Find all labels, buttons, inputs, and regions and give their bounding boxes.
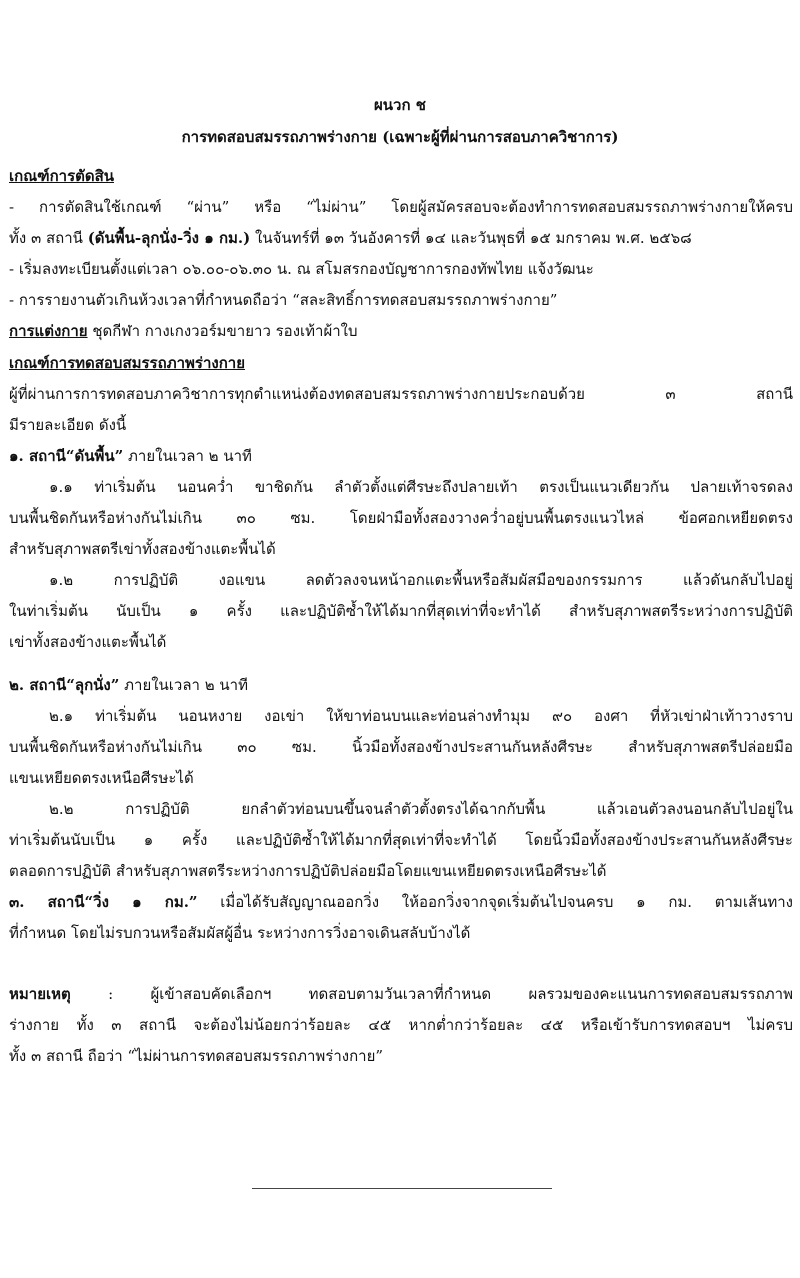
station-3-line-2: ที่กำหนด โดยไม่รบกวนหรือสัมผัสผู้อื่น ระหว่างการวิ่งอาจเดินสลับบ้างได้ <box>9 924 471 942</box>
s2-1-line-1: ๒.๑ ท่าเริ่มต้น นอนหงาย งอเข่า ให้ขาท่อนบนและท่อนล่างทำมุม ๙๐ องศา ที่หัวเข่าฝ่าเท้าวางราบ <box>49 707 793 725</box>
station-1-name: ๑. สถานี“ดันพื้น” <box>9 447 124 465</box>
s1-2-line-2: ในท่าเริ่มต้น นับเป็น ๑ ครั้ง และปฏิบัติซ้ำให้ได้มากที่สุดเท่าที่จะทำได้ สำหรับสุภาพสตรีระหว่างการปฏิบัติ <box>9 602 793 620</box>
station-3-line-1 <box>9 890 793 914</box>
dress-text: ชุดกีฬา กางเกงวอร์มขายาว รองเท้าผ้าใบ <box>87 322 358 340</box>
document-subtitle: การทดสอบสมรรถภาพร่างกาย (เฉพาะผู้ที่ผ่านการสอบภาควิชาการ) <box>181 128 619 146</box>
decision-line-3: - เริ่มลงทะเบียนตั้งแต่เวลา ๐๖.๐๐-๐๖.๓๐ น. ณ สโมสรกองบัญชาการกองทัพไทย แจ้งวัฒนะ <box>9 260 594 278</box>
s1-2-line-3: เข่าทั้งสองข้างแตะพื้นได้ <box>9 633 167 651</box>
note-text-1: : ผู้เข้าสอบคัดเลือกฯ ทดสอบตามวันเวลาที่กำหนด ผลรวมของคะแนนการทดสอบสมรรถภาพ <box>70 985 793 1003</box>
station-2-time: ภายในเวลา ๒ นาที <box>119 676 248 694</box>
s1-2-line-1: ๑.๒ การปฏิบัติ งอแขน ลดตัวลงจนหน้าอกแตะพื้นหรือสัมผัสมือของกรรมการ แล้วดันกลับไปอยู่ <box>49 571 793 589</box>
station-2-name: ๒. สถานี“ลุกนั่ง” <box>9 676 120 694</box>
criteria-heading <box>9 351 245 375</box>
decision-heading-text: เกณฑ์การตัดสิน <box>9 167 115 185</box>
criteria-line-1: ผู้ที่ผ่านการการทดสอบภาควิชาการทุกตำแหน่งต้องทดสอบสมรรถภาพร่างกายประกอบด้วย ๓ สถานี <box>9 385 793 403</box>
decision-line-1: - การตัดสินใช้เกณฑ์ “ผ่าน” หรือ “ไม่ผ่าน” โดยผู้สมัครสอบจะต้องทำการทดสอบสมรรถภาพร่างกายให้ครบ <box>9 198 793 216</box>
note-line-3: ทั้ง ๓ สถานี ถือว่า “ไม่ผ่านการทดสอบสมรรถภาพร่างกาย” <box>9 1047 384 1065</box>
s2-2-line-2: ท่าเริ่มต้นนับเป็น ๑ ครั้ง และปฏิบัติซ้ำให้ได้มากที่สุดเท่าที่จะทำได้ โดยนิ้วมือทั้งสองข้างประสานกันหลังศีรษะ <box>9 831 793 849</box>
dress-heading: การแต่งกาย <box>9 322 88 340</box>
s1-1-line-2: บนพื้นชิดกันหรือห่างกันไม่เกิน ๓๐ ซม. โดยฝ่ามือทั้งสองวางคว่ำอยู่บนพื้นตรงแนวไหล่ ข้อศอกเหยียดตรง <box>9 509 793 527</box>
s1-1-line-3: สำหรับสุภาพสตรีเข่าทั้งสองข้างแตะพื้นได้ <box>9 540 276 558</box>
decision-line-2 <box>9 226 793 250</box>
note-line-1 <box>9 982 793 1006</box>
decision-line-2-a: ทั้ง ๓ สถานี <box>9 229 88 247</box>
station-1-heading <box>9 444 252 468</box>
decision-line-4: - การรายงานตัวเกินห้วงเวลาที่กำหนดถือว่า “สละสิทธิ์การทดสอบสมรรถภาพร่างกาย” <box>9 291 558 309</box>
station-3-name: ๓. สถานี“วิ่ง ๑ กม.” <box>9 893 198 911</box>
decision-line-2-stations: (ดันพื้น-ลุกนั่ง-วิ่ง ๑ กม.) <box>87 229 251 247</box>
note-line-2: ร่างกาย ทั้ง ๓ สถานี จะต้องไม่น้อยกว่าร้อยละ ๔๕ หากต่ำกว่าร้อยละ ๔๕ หรือเข้ารับการทดสอบฯ ไม่ครบ <box>9 1016 793 1034</box>
station-2-heading <box>9 673 248 697</box>
note-label: หมายเหตุ <box>9 985 71 1003</box>
criteria-line-2: มีรายละเอียด ดังนี้ <box>9 416 127 434</box>
s1-1-line-1: ๑.๑ ท่าเริ่มต้น นอนคว่ำ ขาชิดกัน ลำตัวตั้งแต่ศีรษะถึงปลายเท้า ตรงเป็นแนวเดียวกัน ปลายเท้าจรดลง <box>49 478 793 496</box>
station-3-text: เมื่อได้รับสัญญาณออกวิ่ง ให้ออกวิ่งจากจุดเริ่มต้นไปจนครบ ๑ กม. ตามเส้นทาง <box>197 893 793 911</box>
criteria-heading-text: เกณฑ์การทดสอบสมรรถภาพร่างกาย <box>9 354 245 372</box>
s2-1-line-3: แขนเหยียดตรงเหนือศีรษะได้ <box>9 769 194 787</box>
s2-2-line-3: ตลอดการปฏิบัติ สำหรับสุภาพสตรีระหว่างการปฏิบัติปล่อยมือโดยแขนเหยียดตรงเหนือศีรษะได้ <box>9 862 607 880</box>
s2-2-line-1: ๒.๒ การปฏิบัติ ยกลำตัวท่อนบนขึ้นจนลำตัวตั้งตรงได้ฉากกับพื้น แล้วเอนตัวลงนอนกลับไปอยู่ใน <box>49 800 793 818</box>
decision-line-2-dates: ในจันทร์ที่ ๑๓ วันอังคารที่ ๑๔ และวันพุธที่ ๑๕ มกราคม พ.ศ. ๒๕๖๘ <box>250 229 692 247</box>
s2-1-line-2: บนพื้นชิดกันหรือห่างกันไม่เกิน ๓๐ ซม. นิ้วมือทั้งสองข้างประสานกันหลังศีรษะ สำหรับสุภาพสตรีปล่อยมือ <box>9 738 793 756</box>
appendix-title: ผนวก ช <box>374 96 426 114</box>
footer-divider <box>252 1188 552 1189</box>
station-1-time: ภายในเวลา ๒ นาที <box>123 447 252 465</box>
dress-line <box>9 319 358 343</box>
decision-heading <box>9 164 114 188</box>
